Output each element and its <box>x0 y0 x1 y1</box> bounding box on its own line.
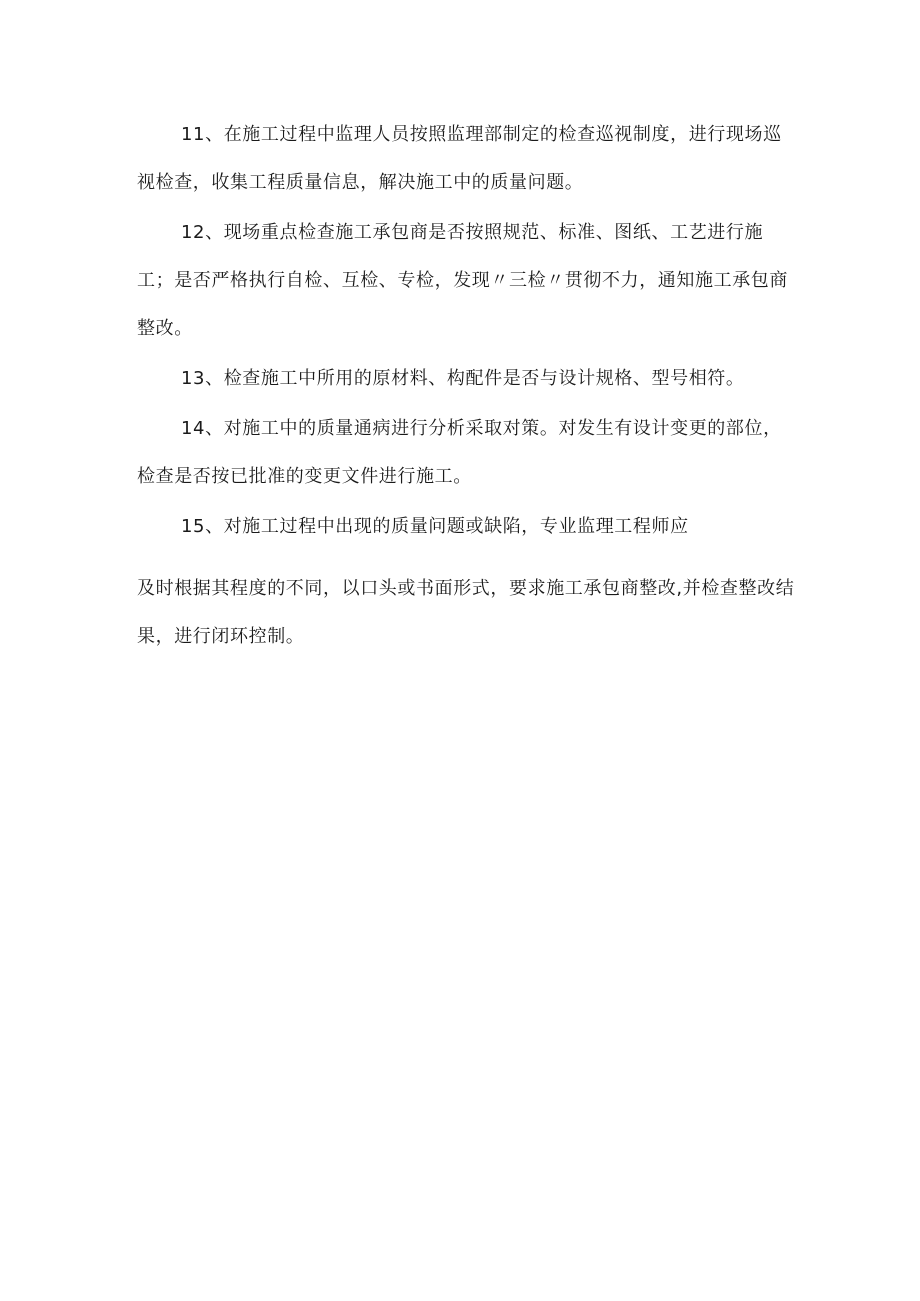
document-body <box>137 111 797 661</box>
paragraph-item-15: 15、对施工过程中出现的质量问题或缺陷，专业监理工程师应 <box>181 516 689 537</box>
paragraph-item-13: 13、检查施工中所用的原材料、构配件是否与设计规格、型号相符。 <box>181 368 745 389</box>
paragraph-item-14: 14、对施工中的质量通病进行分析采取对策。对发生有设计变更的部位，检查是否按已批准的变更文件进行施工。 <box>137 418 782 487</box>
paragraph-item-15-continuation: 及时根据其程度的不同，以口头或书面形式，要求施工承包商整改,并检查整改结果，进行闭环控制。 <box>137 578 795 647</box>
paragraph-item-11: 11、在施工过程中监理人员按照监理部制定的检查巡视制度，进行现场巡视检查，收集工程质量信息，解决施工中的质量问题。 <box>137 124 782 193</box>
paragraph-item-12: 12、现场重点检查施工承包商是否按照规范、标准、图纸、工艺进行施工；是否严格执行自检、互检、专检，发现〃三检〃贯彻不力，通知施工承包商整改。 <box>137 222 788 339</box>
